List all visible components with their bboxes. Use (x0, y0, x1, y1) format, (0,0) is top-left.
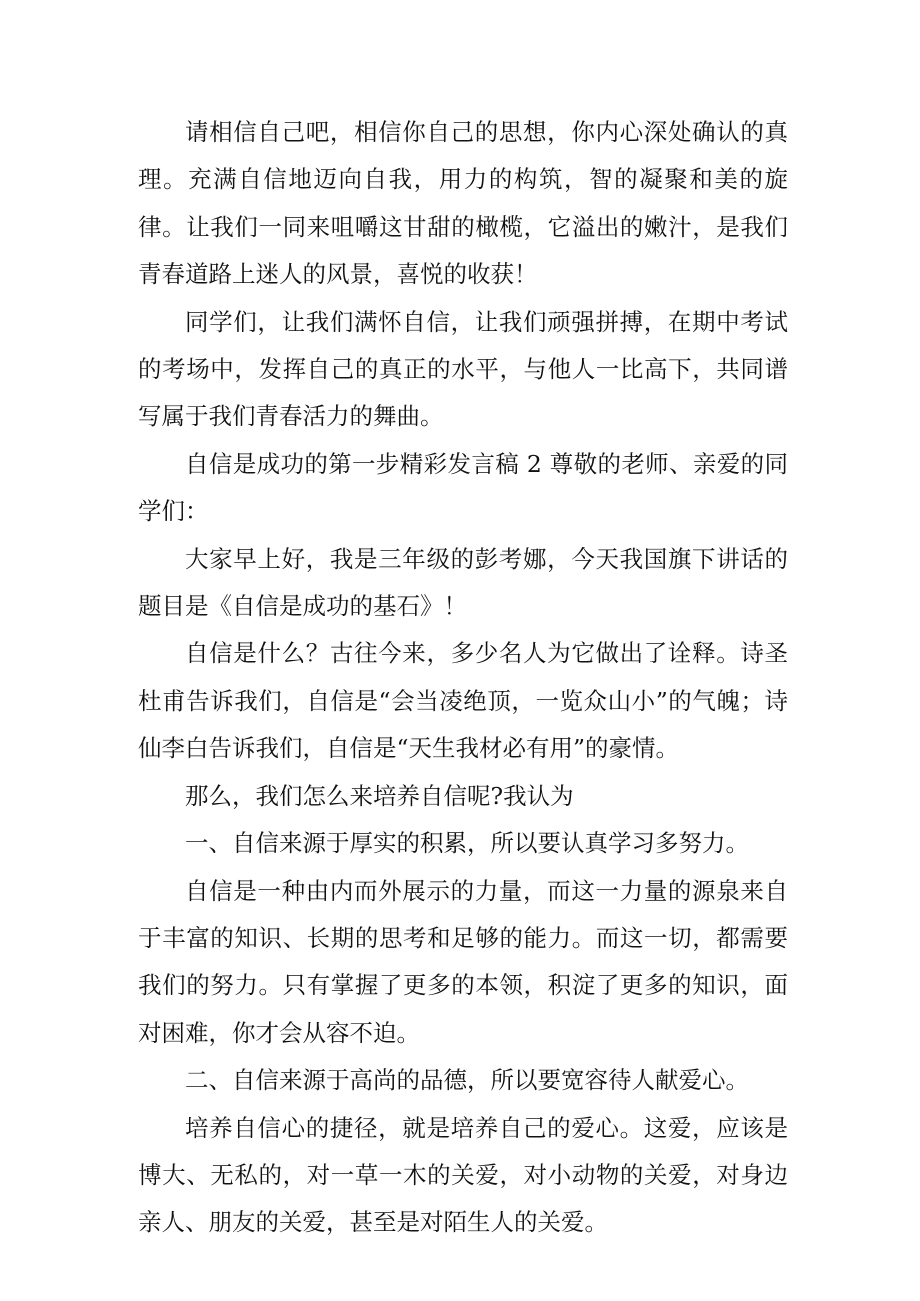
paragraph-8: 自信是一种由内而外展示的力量，而这一力量的源泉来自于丰富的知识、长期的思考和足够的能力。而这一切，都需要我们的努力。只有掌握了更多的本领，积淀了更多的知识，面对困难，你才会从容不迫。 (138, 876, 788, 1047)
document-body (138, 109, 788, 1247)
paragraph-3: 自信是成功的第一步精彩发言稿 2 尊敬的老师、亲爱的同学们： (138, 449, 788, 526)
paragraph-9: 二、自信来源于高尚的品德，所以要宽容待人献爱心。 (185, 1066, 749, 1095)
paragraph-5: 自信是什么？古往今来，多少名人为它做出了诠释。诗圣杜甫告诉我们，自信是“会当凌绝顶，一览众山小”的气魄；诗仙李白告诉我们，自信是“天生我材必有用”的豪情。 (138, 639, 788, 763)
paragraph-1: 请相信自己吧，相信你自己的思想，你内心深处确认的真理。充满自信地迈向自我，用力的构筑，智的凝聚和美的旋律。让我们一同来咀嚼这甘甜的橄榄，它溢出的嫩汁，是我们青春道路上迷人的风景，喜悦的收获！ (138, 118, 788, 289)
paragraph-4: 大家早上好，我是三年级的彭考娜，今天我国旗下讲话的题目是《自信是成功的基石》！ (138, 544, 788, 621)
paragraph-10: 培养自信心的捷径，就是培养自己的爱心。这爱，应该是博大、无私的，对一草一木的关爱，对小动物的关爱，对身边亲人、朋友的关爱，甚至是对陌生人的关爱。 (138, 1113, 788, 1237)
paragraph-2: 同学们，让我们满怀自信，让我们顽强拼搏，在期中考试的考场中，发挥自己的真正的水平，与他人一比高下，共同谱写属于我们青春活力的舞曲。 (138, 307, 788, 431)
paragraph-6: 那么，我们怎么来培养自信呢?我认为 (185, 781, 574, 810)
paragraph-7: 一、自信来源于厚实的积累，所以要认真学习多努力。 (185, 829, 749, 858)
